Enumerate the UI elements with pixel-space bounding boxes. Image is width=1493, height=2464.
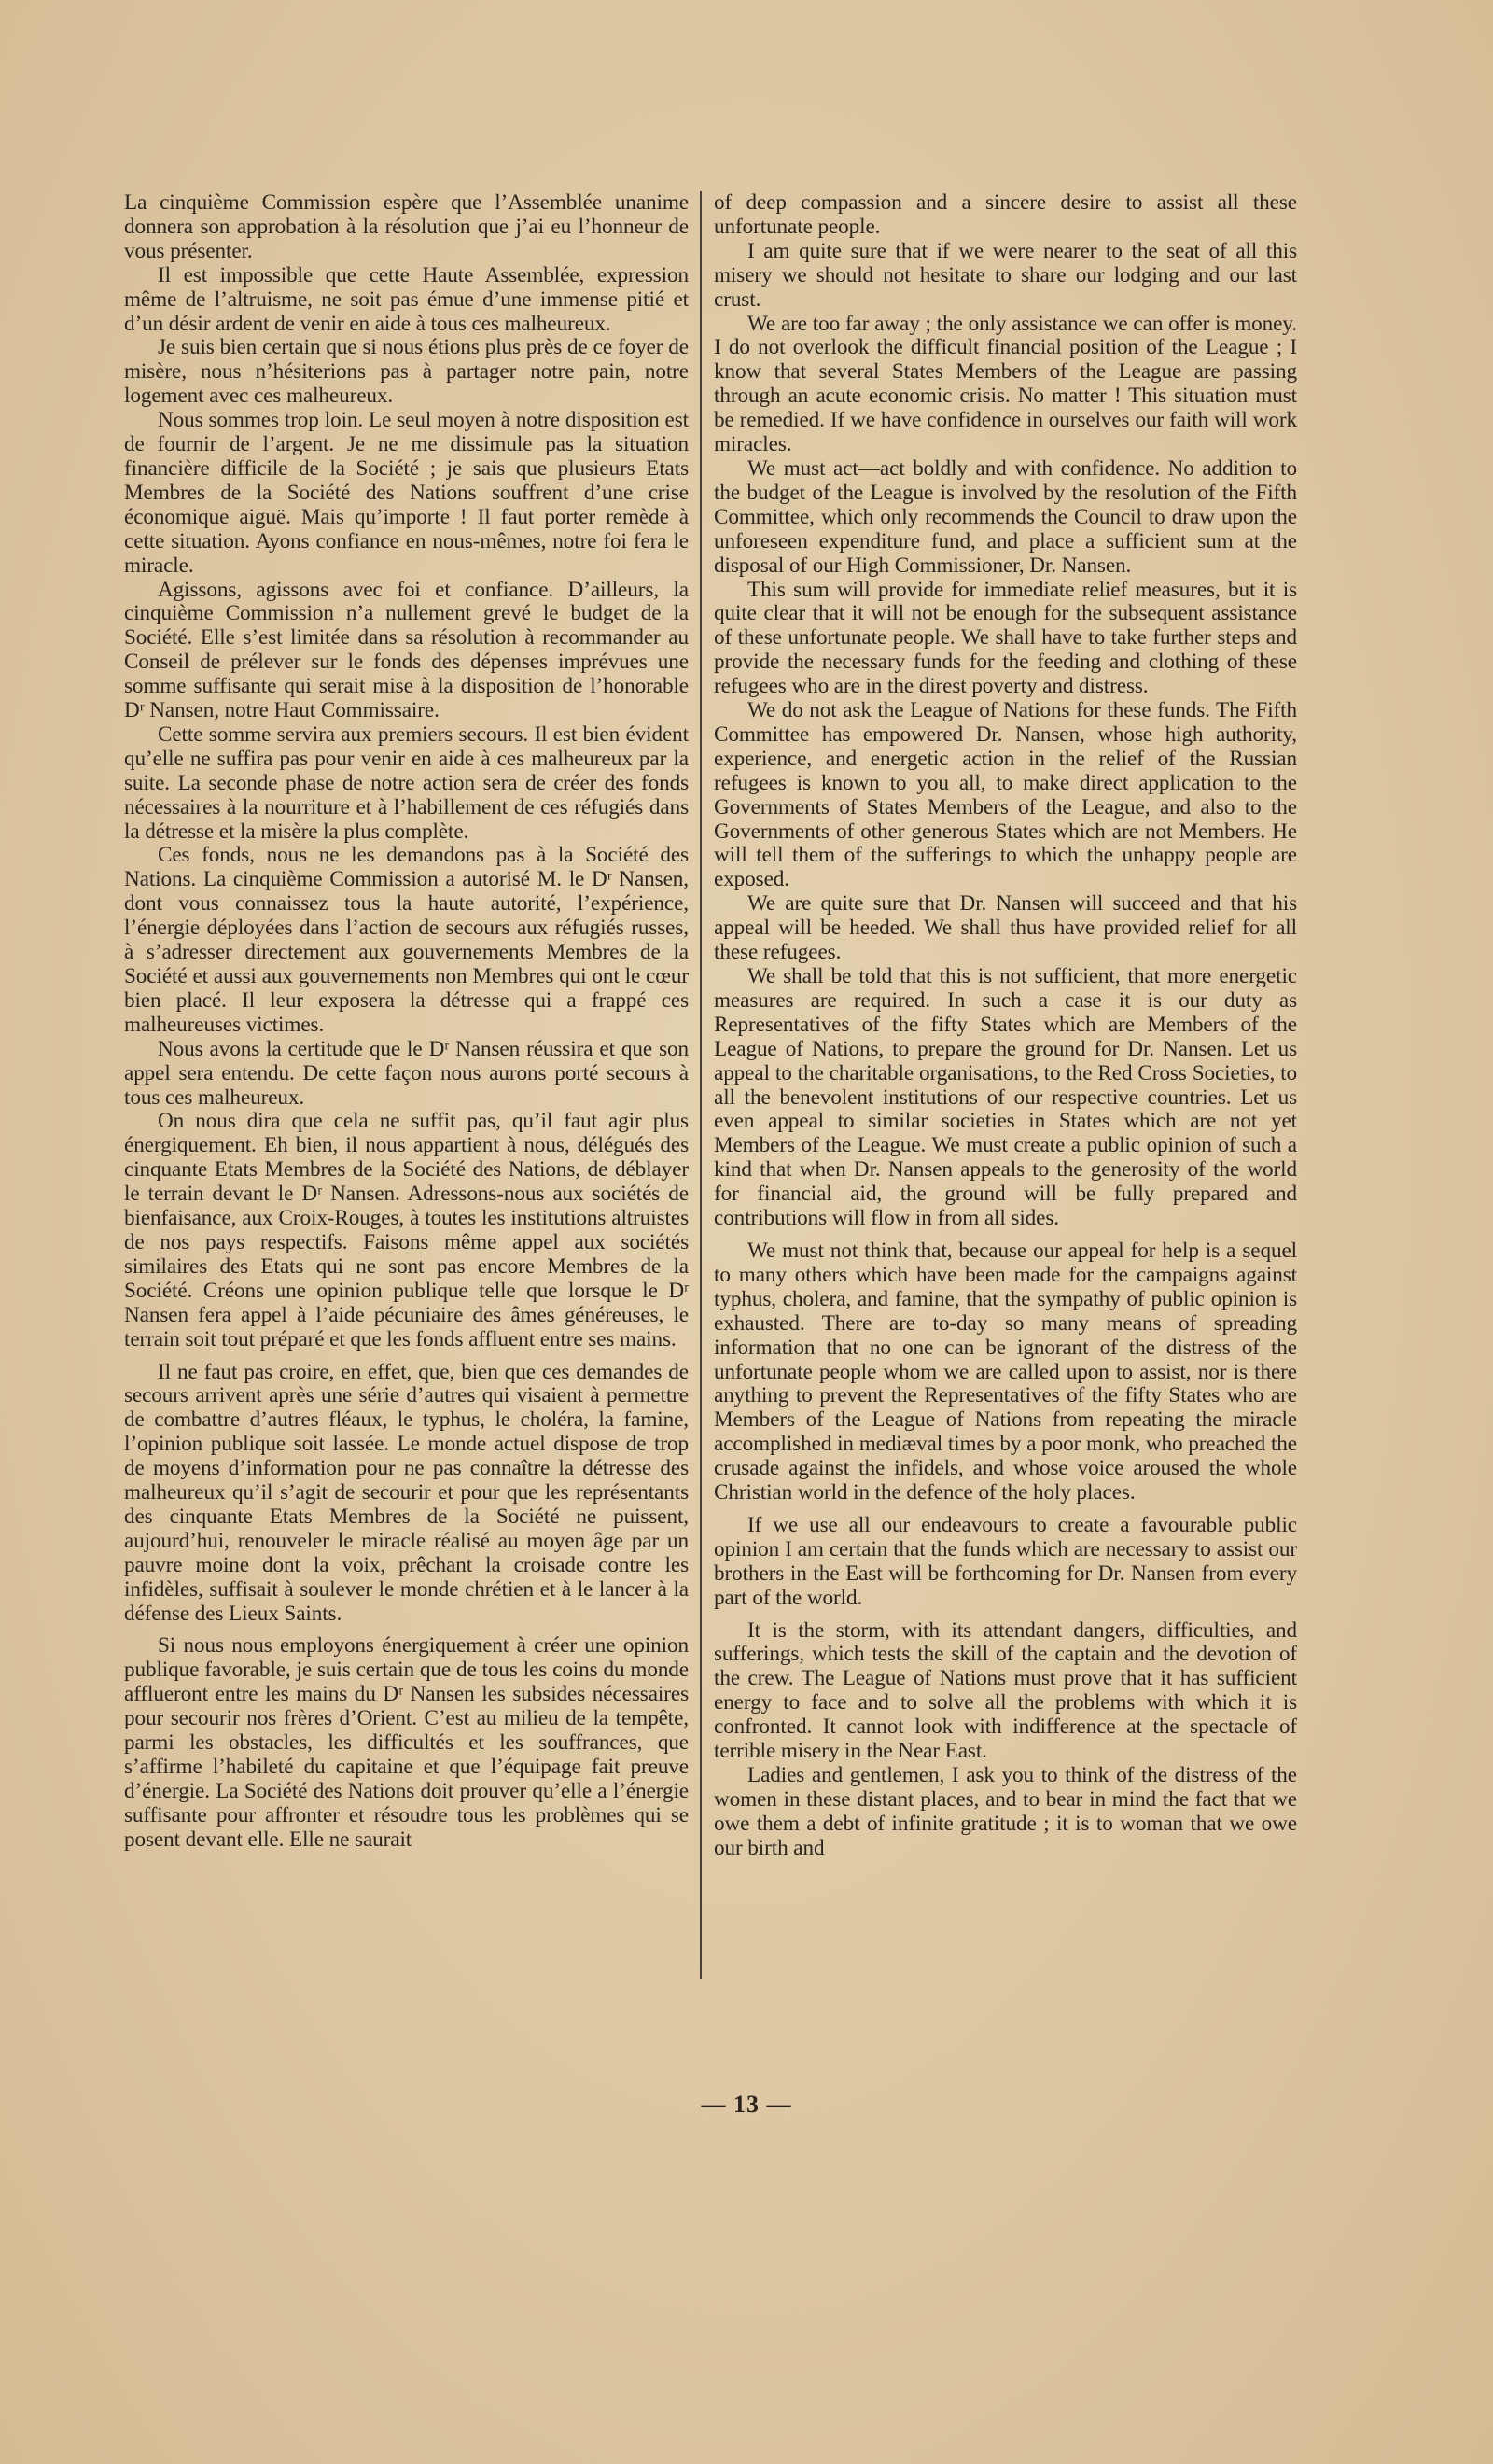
- paragraph: We must act—act boldly and with confidence. No addition to the budget of the League is involved by the resolution of the Fifth Committee, which only recommends the Council to draw upon the unforeseen expenditure fund, and place a sufficient sum at the disposal of our High Commissioner, Dr. Nansen.: [714, 455, 1297, 578]
- paragraph: Il ne faut pas croire, en effet, que, bien que ces demandes de secours arrivent après une série d’autres qui visaient à permettre de combattre d’autres fléaux, le typhus, le choléra, la famine, l’opinion publique soit lassée. Le monde actuel dispose de trop de moyens d’information pour ne pas connaître la détresse des malheureux qu’il s’agit de secourir et pour que les représentants des cinquante Etats Membres de la Société ne puissent, aujourd’hui, renouveler le miracle réalisé au moyen âge par un pauvre moine dont la voix, prêchant la croisade contre les infidèles, suffisait à soulever le monde chrétien et à le lancer à la défense des Lieux Saints.: [124, 1359, 689, 1626]
- paragraph: We must not think that, because our appeal for help is a sequel to many others which have been made for the campaigns against typhus, cholera, and famine, that the sympathy of public opinion is exhausted. There are to-day so many means of spreading information that no one can be ignorant of the distress of the unfortunate people whom we are called upon to assist, nor is there anything to prevent the Representatives of the fifty States who are Members of the League of Nations from repeating the miracle accomplished in mediæval times by a poor monk, who preached the crusade against the infidels, and whose voice aroused the whole Christian world in the defence of the holy places.: [714, 1238, 1297, 1505]
- paragraph: We shall be told that this is not sufficient, that more energetic measures are required. In such a case it is our duty as Representatives of the fifty States which are Members of the League of Nations, to prepare the ground for Dr. Nansen. Let us appeal to the charitable organisations, to the Red Cross Societies, to all the benevolent institutions of our respective countries. Let us even appeal to similar societies in States which are not yet Members of the League. We must create a public opinion of such a kind that when Dr. Nansen appeals to the generosity of the world for financial aid, the ground will be fully prepared and contributions will flow in from all sides.: [714, 964, 1297, 1231]
- paragraph: La cinquième Commission espère que l’Assemblée unanime donnera son approbation à la résolution que j’ai eu l’honneur de vous présenter.: [124, 191, 689, 263]
- paragraph: I am quite sure that if we were nearer to the seat of all this misery we should not hesitate to share our lodging and our last crust.: [714, 238, 1297, 312]
- paragraph: We are too far away ; the only assistance we can offer is money. I do not overlook the difficult financial position of the League ; I know that several States Members of the League are passing through an acute economic crisis. No matter ! This situation must be remedied. If we have confidence in ourselves our faith will work miracles.: [714, 311, 1297, 457]
- paragraph: It is the storm, with its attendant dangers, difficulties, and sufferings, which tests the skill of the captain and the devotion of the crew. The League of Nations must prove that it has sufficient energy to face and to solve all the problems with which it is confronted. It cannot look with indifference at the spectacle of terrible misery in the Near East.: [714, 1617, 1297, 1764]
- paragraph: Je suis bien certain que si nous étions plus près de ce foyer de misère, nous n’hésiterions pas à partager notre pain, notre logement avec ces malheureux.: [124, 335, 689, 409]
- paragraph: Nous avons la certitude que le Dʳ Nansen réussira et que son appel sera entendu. De cette façon nous aurons porté secours à tous ces malheureux.: [124, 1036, 689, 1110]
- paragraph: We are quite sure that Dr. Nansen will succeed and that his appeal will be heeded. We shall thus have provided relief for all these refugees.: [714, 891, 1297, 965]
- paragraph: If we use all our endeavours to create a favourable public opinion I am certain that the funds which are necessary to assist our brothers in the East will be forthcoming for Dr. Nansen from every part of the world.: [714, 1512, 1297, 1610]
- paragraph: This sum will provide for immediate relief measures, but it is quite clear that it will not be enough for the subsequent assistance of these unfortunate people. We shall have to take further steps and provide the necessary funds for the feeding and clothing of these refugees who are in the direst poverty and distress.: [714, 577, 1297, 699]
- page-number: — 13 —: [701, 2091, 792, 2118]
- paragraph: of deep compassion and a sincere desire to assist all these unfortunate people.: [714, 191, 1297, 239]
- paragraph: Si nous nous employons énergiquement à créer une opinion publique favorable, je suis certain que de tous les coins du monde afflueront entre les mains du Dʳ Nansen les subsides nécessaires pour secourir nos frères d’Orient. C’est au milieu de la tempête, parmi les obstacles, les difficultés et les souffrances, que s’affirme l’habileté du capitaine et que l’équipage fait preuve d’énergie. La Société des Nations doit prouver qu’elle a l’énergie suffisante pour affronter et résoudre tous les problèmes qui se posent devant elle. Elle ne saurait: [124, 1633, 689, 1852]
- paragraph: Agissons, agissons avec foi et confiance. D’ailleurs, la cinquième Commission n’a nullement grevé le budget de la Société. Elle s’est limitée dans sa résolution à recommander au Conseil de prélever sur le fonds des dépenses imprévues une somme suffisante qui serait mise à la disposition de l’honorable Dʳ Nansen, notre Haut Commissaire.: [124, 577, 689, 723]
- paragraph: Nous sommes trop loin. Le seul moyen à notre disposition est de fournir de l’argent. Je ne me dissimule pas la situation financière difficile de la Société ; je sais que plusieurs Etats Membres de la Société des Nations souffrent d’une crise économique aiguë. Mais qu’importe ! Il faut porter remède à cette situation. Ayons confiance en nous-mêmes, notre foi fera le miracle.: [124, 408, 689, 578]
- paragraph: We do not ask the League of Nations for these funds. The Fifth Committee has empowered Dr. Nansen, whose high authority, experience, and energetic action in the relief of the Russian refugees is known to you all, to make direct application to the Governments of States Members of the League, and also to the Governments of other generous States which are not Members. He will tell them of the sufferings to which the unhappy people are exposed.: [714, 698, 1297, 892]
- column-divider: [700, 191, 702, 1979]
- paragraph: Ladies and gentlemen, I ask you to think of the distress of the women in these distant places, and to bear in mind the fact that we owe them a debt of infinite gratitude ; it is to woman that we owe our birth and: [714, 1763, 1297, 1860]
- paragraph: Ces fonds, nous ne les demandons pas à la Société des Nations. La cinquième Commission a autorisé M. le Dʳ Nansen, dont vous connaissez tous la haute autorité, l’expérience, l’énergie déployées dans l’action de secours aux réfugiés russes, à s’adresser directement aux gouvernements Membres de la Société et aussi aux gouvernements non Membres qui ont le cœur bien placé. Il leur exposera la détresse qui a frappé ces malheureuses victimes.: [124, 843, 689, 1037]
- paragraph: Il est impossible que cette Haute Assemblée, expression même de l’altruisme, ne soit pas émue d’une immense pitié et d’un désir ardent de venir en aide à tous ces malheureux.: [124, 262, 689, 336]
- left-column-french: [124, 191, 689, 2058]
- right-column-english: [714, 191, 1297, 2058]
- paragraph: Cette somme servira aux premiers secours. Il est bien évident qu’elle ne suffira pas pour venir en aide à ces malheureux par la suite. La seconde phase de notre action sera de créer des fonds nécessaires à la nourriture et à l’habillement de ces réfugiés dans la détresse et la misère la plus complète.: [124, 721, 689, 844]
- paragraph: On nous dira que cela ne suffit pas, qu’il faut agir plus énergiquement. Eh bien, il nous appartient à nous, délégués des cinquante Etats Membres de la Société des Nations, de déblayer le terrain devant le Dʳ Nansen. Adressons-nous aux sociétés de bienfaisance, aux Croix-Rouges, à toutes les institutions altruistes de nos pays respectifs. Faisons même appel aux sociétés similaires des Etats qui ne sont pas encore Membres de la Société. Créons une opinion publique telle que lorsque le Dʳ Nansen fera appel à l’aide pécuniaire des âmes généreuses, le terrain soit tout préparé et que les fonds affluent entre ses mains.: [124, 1109, 689, 1351]
